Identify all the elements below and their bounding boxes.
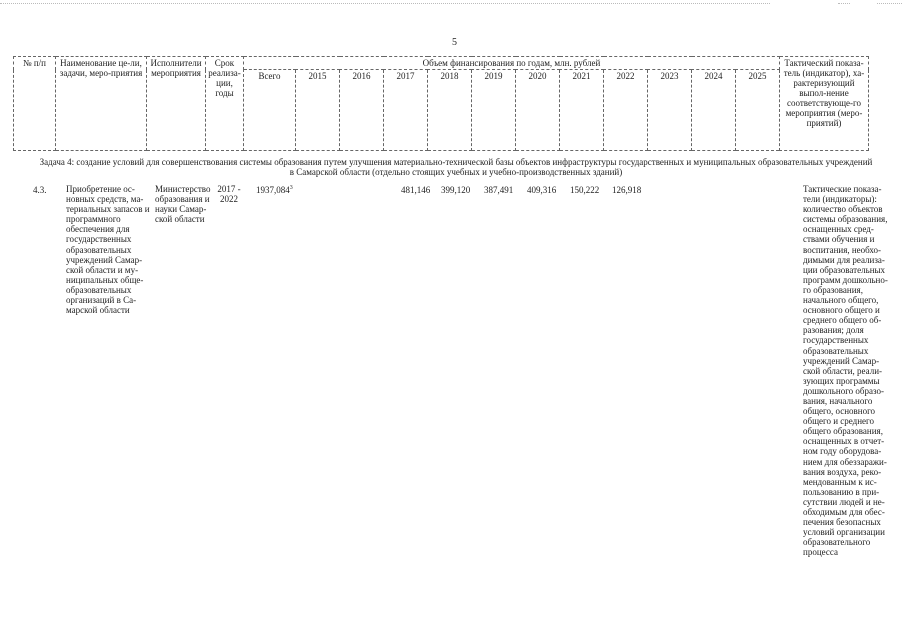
row-number: 4.3. — [33, 185, 47, 195]
row-total-value: 1937,084 — [256, 185, 290, 195]
task-title — [16, 157, 896, 177]
value-2020: 409,316 — [527, 185, 557, 195]
value-2022: 126,918 — [612, 185, 642, 195]
year-header: 2017 — [384, 70, 428, 151]
row-total — [256, 185, 293, 195]
value-2019: 387,491 — [484, 185, 514, 195]
col-term-header: Срок реализа-ции, годы — [206, 57, 244, 151]
col-indicator-header: Тактический показа-тель (индикатор), ха-рактеризующий выпол-нение соответствующе-го мероприятия (меро-приятий) — [780, 57, 869, 151]
year-header: 2021 — [560, 70, 604, 151]
task-title-line: Задача 4: создание условий для совершенствования системы образования путем улучшения материально-технической базы объектов инфраструктуры государственных и муниципальных образовательных учреждений — [39, 157, 873, 167]
year-header: 2016 — [340, 70, 384, 151]
col-financing-header: Объем финансирования по годам, млн. рублей — [244, 57, 780, 70]
program-table — [13, 56, 869, 151]
value-2017: 481,146 — [401, 185, 431, 195]
col-name-header: Наименование це-ли, задачи, меро-приятия — [56, 57, 147, 151]
year-header: 2024 — [692, 70, 736, 151]
page-number: 5 — [452, 37, 457, 48]
row-executor: Министерство образования и науки Самар-ской области — [155, 184, 211, 225]
year-header: 2019 — [472, 70, 516, 151]
task-title-line: в Самарской области (отдельно стоящих учебных и учебно-производственных зданий) — [289, 167, 623, 177]
col-total-header: Всего — [244, 70, 296, 151]
year-header: 2020 — [516, 70, 560, 151]
year-header: 2018 — [428, 70, 472, 151]
row-name: Приобретение ос-новных средств, ма-териальных запасов и программного обеспечения для государственных образовательных учреждений Самар-ской области и му-ниципальных обще-образовательных организаций в Са-марской области — [66, 184, 150, 316]
row-term: 2017 - 2022 — [217, 184, 241, 205]
top-border-mark — [877, 3, 902, 4]
value-2021: 150,222 — [570, 185, 600, 195]
year-header: 2022 — [604, 70, 648, 151]
year-header: 2015 — [296, 70, 340, 151]
value-2018: 399,120 — [441, 185, 471, 195]
row-total-footnote: 3 — [289, 185, 293, 191]
top-border-line — [0, 3, 770, 4]
row-indicator: Тактические показа-тели (индикаторы): количество объектов системы образования, оснащенных сред-ствами обучения и воспитания, необхо-димыми для реализа-ции образовательных программ дошкольно-го образования, начального общего, основного общего и среднего общего об-разования; доля государственных образовательных учреждений Самар-ской области, реали-зующих программы дошкольного образо-вания, начального общего, основного общего и среднего общего образования, оснащенных в отчет-ном году оборудова-нием для обеззаражи-вания воздуха, реко-мендованным к ис-пользованию в при-сутствии людей и не-обходимым для обес-печения безопасных условий организации образовательного процесса — [803, 184, 888, 558]
year-header: 2023 — [648, 70, 692, 151]
col-executors-header: Исполнители мероприятия — [147, 57, 206, 151]
year-header: 2025 — [736, 70, 780, 151]
top-border-mark — [838, 3, 850, 4]
col-number-header: № п/п — [14, 57, 56, 151]
